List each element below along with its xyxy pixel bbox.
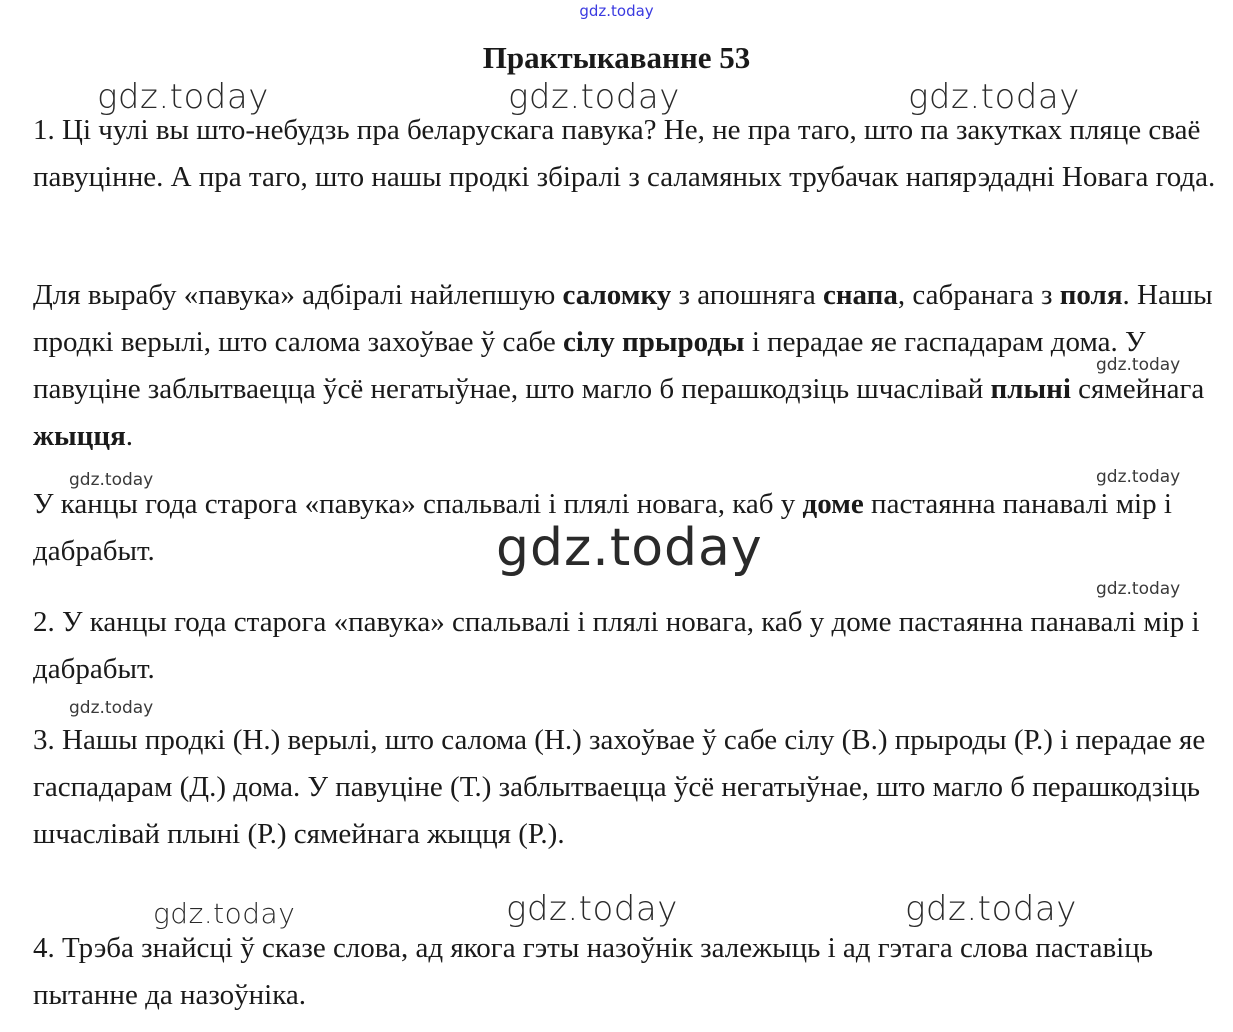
watermark: gdz.today — [506, 889, 678, 929]
site-watermark-top: gdz.today — [579, 2, 654, 20]
text-paragraph-2 — [33, 272, 1218, 460]
text-run: з апошняга — [671, 279, 823, 311]
bold-word: плыні — [990, 373, 1071, 405]
watermark: gdz.today — [69, 698, 154, 718]
text-run: і перадае яе гаспадарам дома. У павуціне заблытваецца ўсё негатыўнае, што магло б перашкодзіць шчаслівай — [33, 326, 1146, 405]
text-run: У канцы года старога «павука» спальвалі і плялі новага, каб у — [33, 488, 803, 520]
bold-word: поля — [1059, 279, 1123, 311]
text-run: . Нашы продкі верылі, што салома захоўвае ў сабе — [33, 279, 1213, 358]
watermark: gdz.today — [496, 518, 763, 578]
bold-word: саломку — [562, 279, 672, 311]
bold-word: сілу прыроды — [563, 326, 745, 358]
text-run: пастаянна панавалі мір і дабрабыт. — [33, 488, 1172, 567]
answer-4-paragraph: 4. Трэба знайсці ў сказе слова, ад якога гэты назоўнік залежыць і ад гэтага слова паставіць пытанне да назоўніка. — [33, 932, 1153, 1011]
watermark: gdz.today — [97, 77, 269, 117]
watermark: gdz.today — [908, 77, 1080, 117]
answer-1-paragraph: 1. Ці чулі вы што-небудзь пра беларускага павука? Не, не пра таго, што па закутках пляце сваё павуцінне. А пра таго, што нашы продкі збіралі з саламяных трубачак напярэдадні Новага года. — [33, 114, 1216, 193]
text-run: , сабранага з — [897, 279, 1060, 311]
text-run: Для вырабу «павука» адбіралі найлепшую — [33, 279, 563, 311]
watermark: gdz.today — [1096, 355, 1181, 375]
watermark: gdz.today — [508, 77, 680, 117]
watermark: gdz.today — [69, 470, 154, 490]
watermark: gdz.today — [1096, 467, 1181, 487]
bold-word: снапа — [822, 279, 898, 311]
bold-word: доме — [802, 488, 864, 520]
text-run: сямейнага — [1070, 373, 1205, 405]
bold-word: жыцця — [33, 420, 126, 452]
text-run: . — [125, 420, 134, 452]
answer-2-paragraph: 2. У канцы года старога «павука» спальвалі і плялі новага, каб у доме пастаянна панавалі мір і дабрабыт. — [33, 606, 1200, 685]
watermark: gdz.today — [1096, 579, 1181, 599]
page-title: Практыкаванне 53 — [482, 40, 751, 75]
watermark: gdz.today — [153, 897, 296, 930]
answer-3-paragraph: 3. Нашы продкі (Н.) верылі, што салома (Н.) захоўвае ў сабе сілу (В.) прыроды (Р.) і перадае яе гаспадарам (Д.) дома. У павуціне (Т.) заблытваецца ўсё негатыўнае, што магло б перашкодзіць шчаслівай плыні (Р.) сямейнага жыцця (Р.). — [33, 724, 1206, 850]
watermark: gdz.today — [905, 889, 1077, 929]
